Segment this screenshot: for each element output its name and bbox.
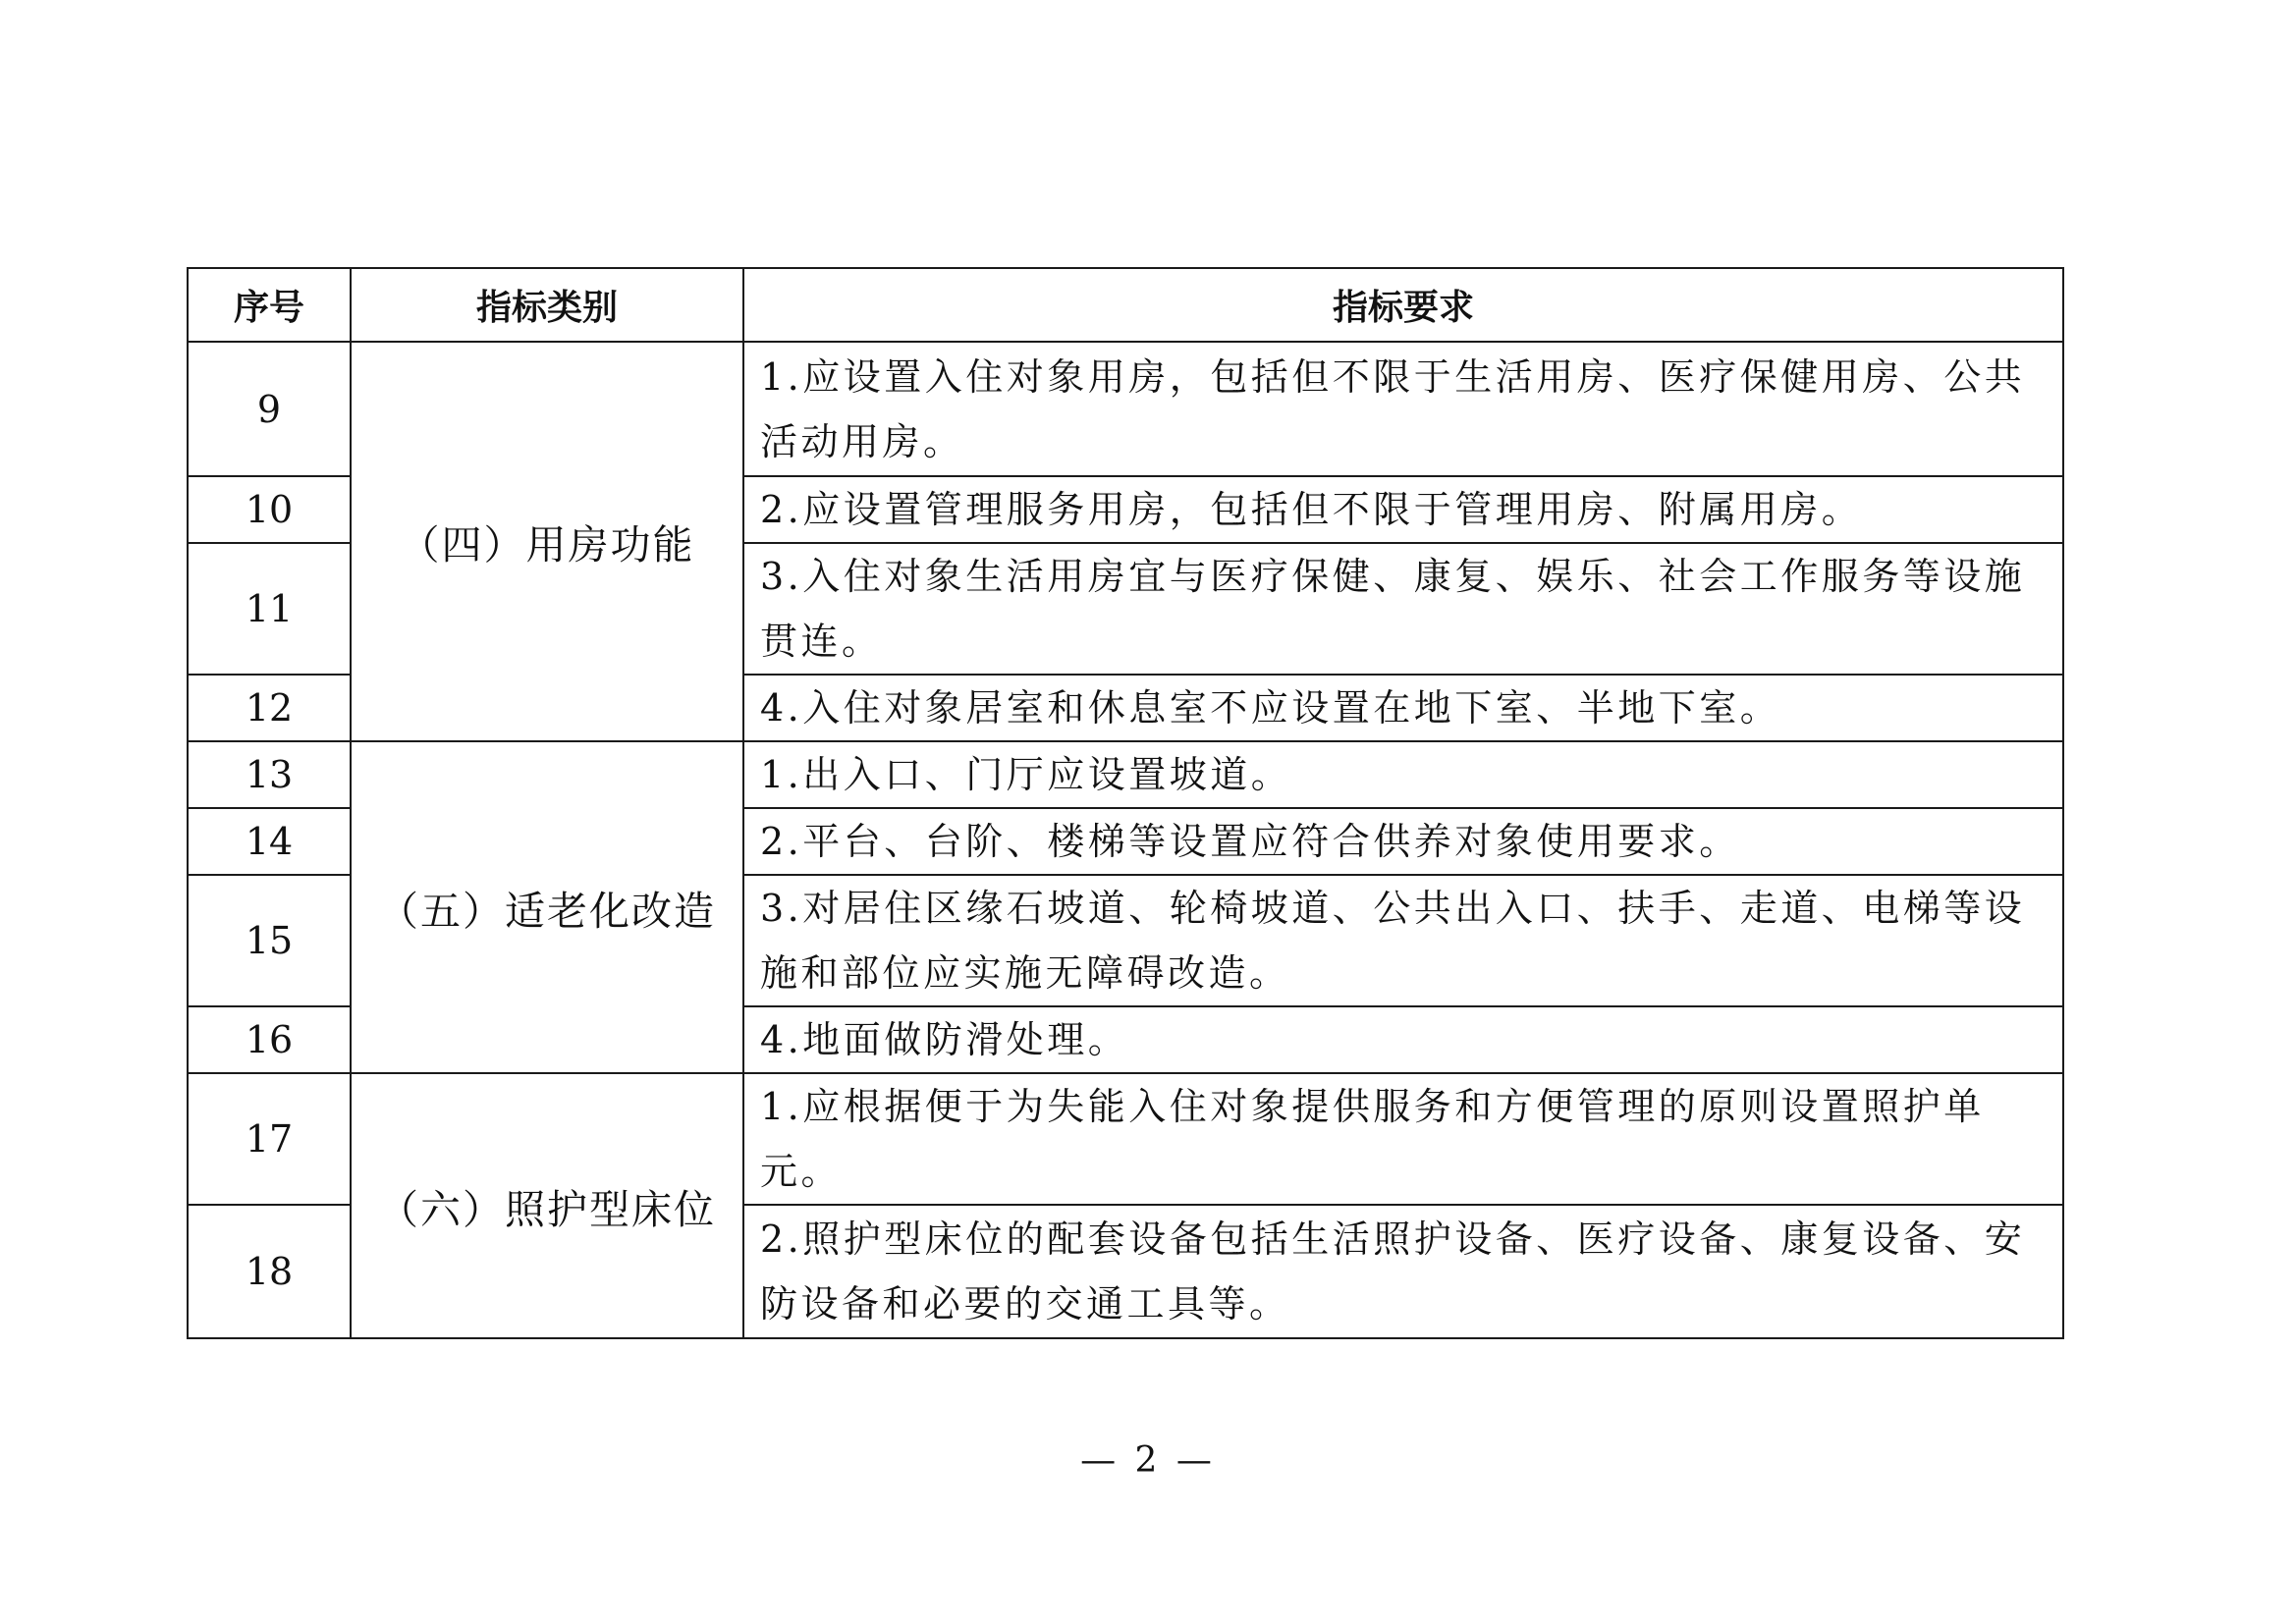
requirements-table	[187, 267, 2064, 1339]
requirement-cell: 4.入住对象居室和休息室不应设置在地下室、半地下室。	[743, 675, 2063, 741]
category-cell: （六）照护型床位	[351, 1073, 743, 1338]
header-category: 指标类别	[351, 268, 743, 342]
row-number: 18	[188, 1205, 351, 1338]
requirement-cell: 3.对居住区缘石坡道、轮椅坡道、公共出入口、扶手、走道、电梯等设施和部位应实施无障碍改造。	[743, 875, 2063, 1006]
row-number: 11	[188, 543, 351, 675]
table-row	[188, 342, 2063, 476]
requirement-cell: 1.出入口、门厅应设置坡道。	[743, 741, 2063, 808]
requirement-cell: 1.应设置入住对象用房，包括但不限于生活用房、医疗保健用房、公共活动用房。	[743, 342, 2063, 476]
table-row	[188, 1073, 2063, 1205]
row-number: 12	[188, 675, 351, 741]
table-row	[188, 741, 2063, 808]
category-cell: （四）用房功能	[351, 342, 743, 741]
requirement-cell: 1.应根据便于为失能入住对象提供服务和方便管理的原则设置照护单元。	[743, 1073, 2063, 1205]
row-number: 10	[188, 476, 351, 543]
table-header-row	[188, 268, 2063, 342]
header-requirement: 指标要求	[743, 268, 2063, 342]
page-number: — 2 —	[1080, 1440, 1216, 1481]
requirement-cell: 4.地面做防滑处理。	[743, 1006, 2063, 1073]
requirement-cell: 2.应设置管理服务用房，包括但不限于管理用房、附属用房。	[743, 476, 2063, 543]
header-number: 序号	[188, 268, 351, 342]
row-number: 13	[188, 741, 351, 808]
row-number: 14	[188, 808, 351, 875]
requirement-cell: 2.平台、台阶、楼梯等设置应符合供养对象使用要求。	[743, 808, 2063, 875]
requirement-cell: 3.入住对象生活用房宜与医疗保健、康复、娱乐、社会工作服务等设施贯连。	[743, 543, 2063, 675]
category-cell: （五）适老化改造	[351, 741, 743, 1073]
row-number: 9	[188, 342, 351, 476]
row-number: 16	[188, 1006, 351, 1073]
row-number: 17	[188, 1073, 351, 1205]
requirement-cell: 2.照护型床位的配套设备包括生活照护设备、医疗设备、康复设备、安防设备和必要的交通工具等。	[743, 1205, 2063, 1338]
row-number: 15	[188, 875, 351, 1006]
